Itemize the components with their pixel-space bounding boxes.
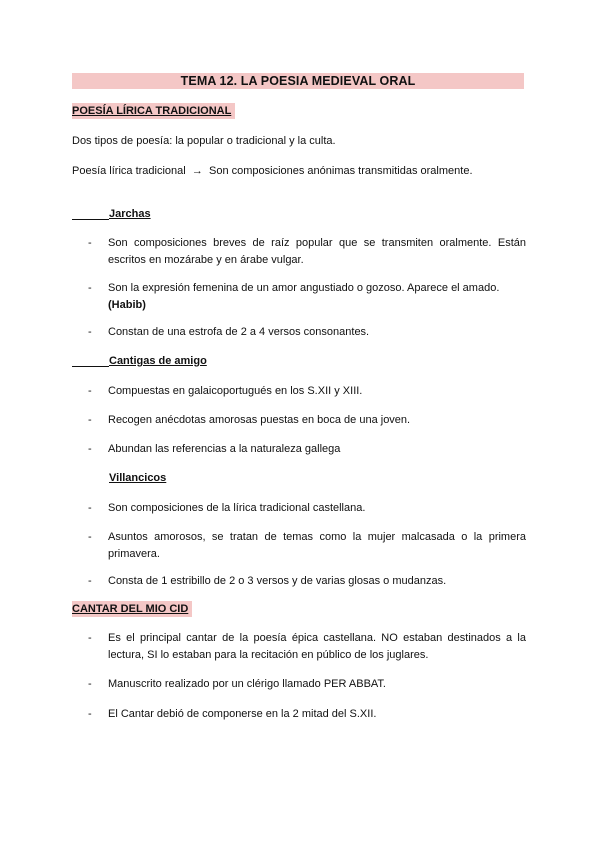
bullet-dash: -	[88, 443, 92, 455]
list-item-text: Es el principal cantar de la poesía épica castellana. NO estaban destinados a la lectura, SI lo estaban para la recitación en público de los juglares.	[108, 632, 526, 661]
bullet-dash: -	[88, 282, 92, 294]
bullet-dash: -	[88, 326, 92, 338]
list-item-text: Constan de una estrofa de 2 a 4 versos consonantes.	[108, 326, 370, 338]
list-item-text: Abundan las referencias a la naturaleza gallega	[108, 443, 341, 455]
section-heading-cantar: CANTAR DEL MIO CID	[72, 601, 192, 617]
bullet-dash: -	[88, 385, 92, 397]
bullet-dash: -	[88, 531, 92, 543]
subheading-indent-rule	[72, 219, 109, 220]
subheading-villancicos: Villancicos	[109, 472, 167, 484]
list-item-text: Son composiciones breves de raíz popular que se transmiten oralmente. Están escritos en mozárabe y en árabe vulgar.	[108, 237, 526, 266]
bullet-dash: -	[88, 575, 92, 587]
arrow-icon: →	[191, 165, 203, 177]
habib-note: (Habib)	[108, 299, 146, 311]
list-item-text: Asuntos amorosos, se tratan de temas como la mujer malcasada o la primera primavera.	[108, 531, 526, 560]
list-item-text: Consta de 1 estribillo de 2 o 3 versos y de varias glosas o mudanzas.	[108, 575, 447, 587]
list-item-text: Compuestas en galaicoportugués en los S.XII y XIII.	[108, 385, 363, 397]
section-heading-lirica: POESÍA LÍRICA TRADICIONAL	[72, 103, 235, 119]
list-item-main: Son la expresión femenina de un amor angustiado o gozoso. Aparece el amado.	[108, 282, 500, 294]
page-title: TEMA 12. LA POESIA MEDIEVAL ORAL	[180, 74, 416, 88]
bullet-dash: -	[88, 678, 92, 690]
definition-text: Son composiciones anónimas transmitidas oralmente.	[208, 165, 473, 177]
list-item-text	[108, 280, 526, 314]
list-item-text: Recogen anécdotas amorosas puestas en boca de una joven.	[108, 414, 411, 426]
bullet-dash: -	[88, 708, 92, 720]
definition-label: Poesía lírica tradicional	[72, 165, 186, 177]
list-item-text: Manuscrito realizado por un clérigo llamado PER ABBAT.	[108, 678, 386, 690]
bullet-dash: -	[88, 414, 92, 426]
bullet-dash: -	[88, 237, 92, 249]
subheading-cantigas: Cantigas de amigo	[109, 355, 207, 367]
list-item-text: El Cantar debió de componerse en la 2 mitad del S.XII.	[108, 708, 377, 720]
subheading-jarchas: Jarchas	[109, 208, 151, 220]
definition-paragraph	[72, 163, 473, 179]
list-item-text: Son composiciones de la lírica tradicional castellana.	[108, 502, 366, 514]
intro-paragraph: Dos tipos de poesía: la popular o tradicional y la culta.	[72, 135, 336, 147]
bullet-dash: -	[88, 632, 92, 644]
bullet-dash: -	[88, 502, 92, 514]
subheading-indent-rule	[72, 366, 109, 367]
